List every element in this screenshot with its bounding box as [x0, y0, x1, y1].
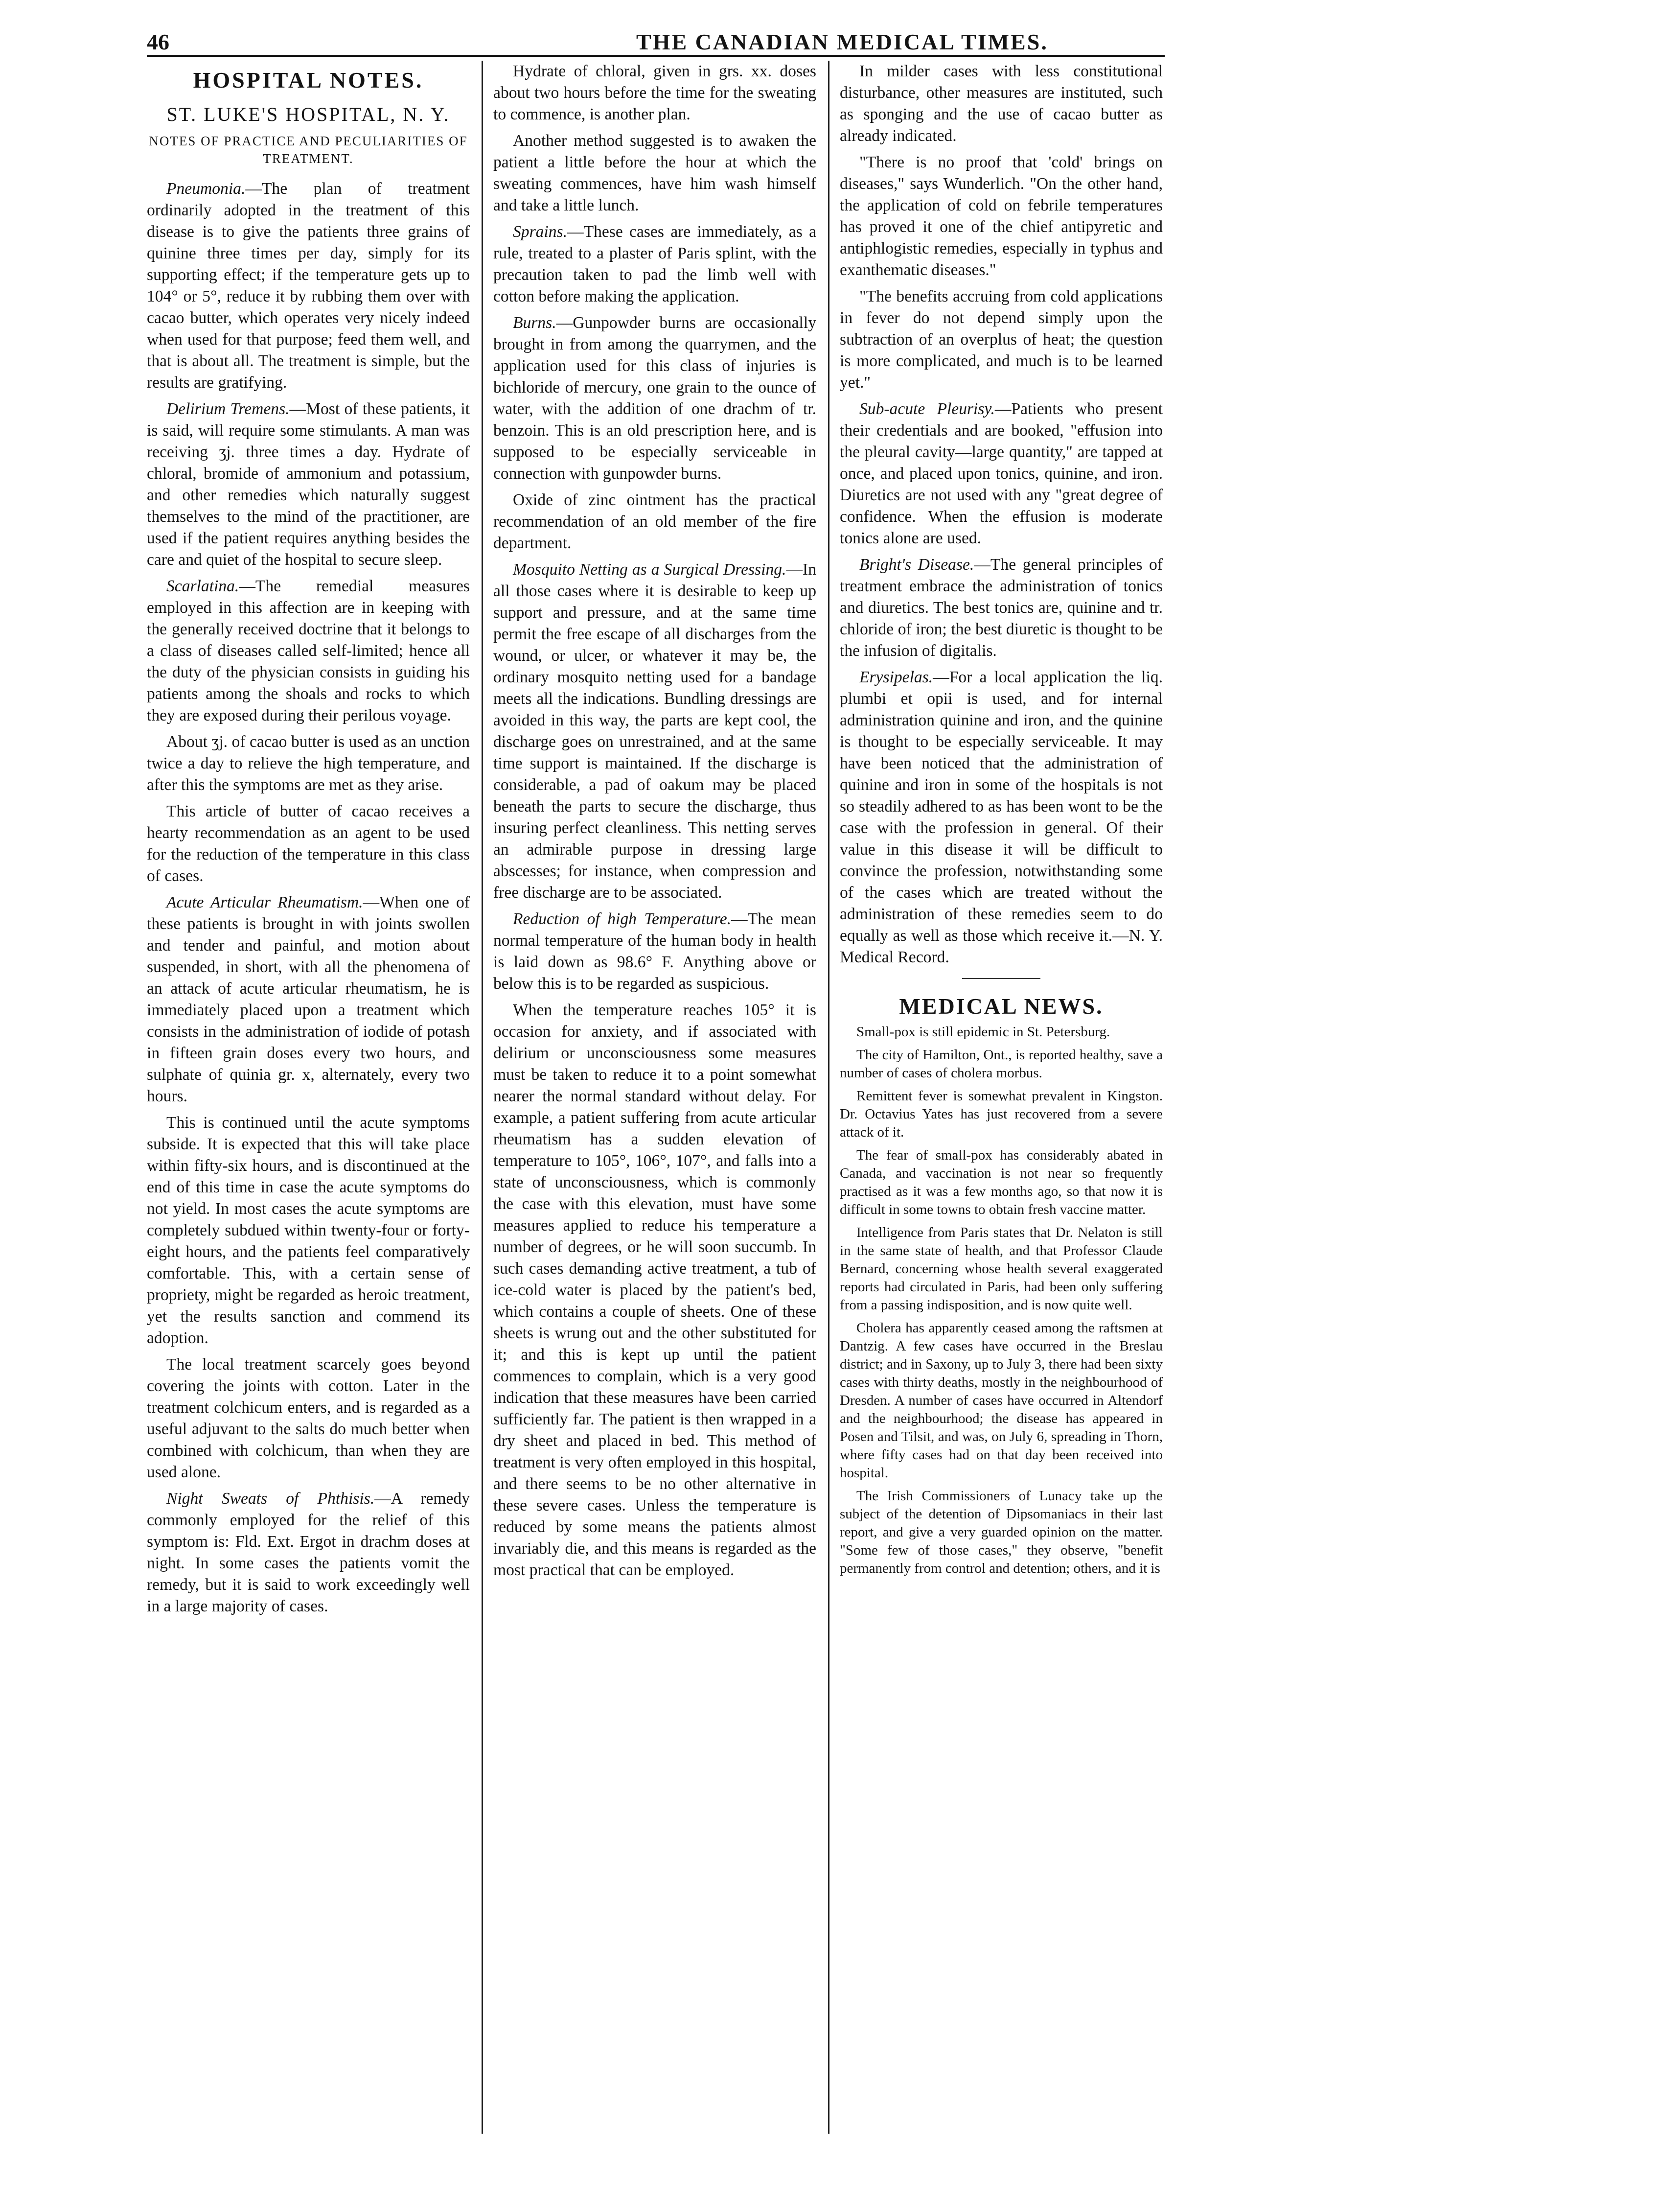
header-rule: [147, 55, 1165, 57]
column-1: [147, 61, 470, 2134]
paragraph-text: "The benefits accruing from cold applications in fever do not depend simply upon the subtraction of an overplus of heat; the question is more complicated, and much is to be learned yet.": [840, 287, 1163, 392]
paragraph-heading: Pneumonia.: [166, 180, 246, 198]
paragraph: [147, 178, 470, 394]
paragraph-text: —For a local application the liq. plumbi et opii is used, and for internal administration quinine and iron, and the quinine is thought to be especially serviceable. It may have been noticed that the administration of quinine and iron in some of the hospitals is not so steadily adhered to as has been wont to be the case with the profession in general. Of their value in this disease it will be difficult to convince the profession, notwithstanding some of the cases which are treated without the administration of these remedies seem to do equally as well as those which receive it.—N. Y. Medical Record.: [840, 668, 1163, 966]
paragraph: [493, 312, 816, 485]
paragraph-text: When the temperature reaches 105° it is occasion for anxiety, and if associated with delirium or unconsciousness some measures must be taken to reduce it to a point somewhat nearer the normal standard without delay. For example, a patient suffering from acute articular rheumatism has a sudden elevation of temperature to 105°, 106°, 107°, and falls into a state of unconsciousness, which is commonly the case with this elevation, must have some measures applied to reduce his temperature a number of degrees, or he will soon succumb. In such cases demanding active treatment, a tub of ice-cold water is placed by the patient's bed, which contains a couple of sheets. One of these sheets is wrung out and the other substituted for it; and this is kept up until the patient commences to complain, which is a very good indication that these measures have been carried sufficiently far. The patient is then wrapped in a dry sheet and placed in bed. This method of treatment is very often employed in this hospital, and there seems to be no other alternative in these severe cases. Unless the temperature is reduced by some means the patients almost invariably die, and this means is regarded as the most practical that can be employed.: [493, 1001, 816, 1579]
news-item: The fear of small-pox has considerably abated in Canada, and vaccination is not near so frequently practised as it was a few months ago, so that now it is difficult in some towns to obtain fresh vaccine matter.: [840, 1147, 1163, 1217]
paragraph-heading: Bright's Disease.: [859, 556, 974, 574]
section-title: HOSPITAL NOTES.: [193, 68, 424, 93]
paragraph-text: This is continued until the acute symptoms subside. It is expected that this will take place within fifty-six hours, and is discontinued at the end of this time in case the acute symptoms do not yield. In most cases the acute symptoms are completely subdued within twenty-four or forty-eight hours, and the patients feel comparatively comfortable. This, with a certain sense of propriety, might be regarded as heroic treatment, yet the results sanction and commend its adoption.: [147, 1114, 470, 1347]
news-item: The Irish Commissioners of Lunacy take up the subject of the detention of Dipsomaniacs in their last report, and give a very guarded opinion on the matter. "Some few of those cases," they observe, "benefit permanently from control and detention; others, and it is: [840, 1488, 1163, 1576]
hospital-name: ST. LUKE'S HOSPITAL, N. Y.: [166, 103, 450, 125]
paragraph-text: —The plan of treatment ordinarily adopted in the treatment of this disease is to give the patients three grains of quinine three times per day, simply for its supporting effect; if the temperature gets up to 104° or 5°, reduce it by rubbing them over with cacao butter, which operates very nicely indeed when used for that purpose; feed them well, and that is about all. The treatment is simple, but the results are gratifying.: [147, 180, 470, 392]
news-item: Remittent fever is somewhat prevalent in Kingston. Dr. Octavius Yates has just recovered from a severe attack of it.: [840, 1088, 1163, 1140]
paragraph-text: "There is no proof that 'cold' brings on diseases," says Wunderlich. "On the other hand, the application of cold on febrile temperatures has proved it one of the chief antipyretic and antiphlogistic remedies, especially in typhus and exanthematic diseases.": [840, 153, 1163, 279]
paragraph: [840, 667, 1163, 968]
paragraph: [147, 398, 470, 571]
paragraph: [147, 576, 470, 726]
page-number: 46: [147, 29, 169, 54]
paragraph: [147, 1488, 470, 1617]
paragraph: [840, 554, 1163, 662]
paragraph-text: —Gunpowder burns are occasionally brought in from among the quarrymen, and the application used for this class of injuries is bichloride of mercury, one grain to the ounce of water, with the addition of one drachm of tr. benzoin. This is an old prescription here, and is supposed to be especially serviceable in connection with gunpowder burns.: [493, 314, 816, 483]
paragraph: [493, 130, 816, 216]
column-divider: [482, 61, 483, 2134]
paragraph-text: —The general principles of treatment embrace the administration of tonics and diuretics. The best tonics are, quinine and tr. chloride of iron; the best diuretic is thought to be the infusion of digitalis.: [840, 556, 1163, 660]
paragraph-text: —Most of these patients, it is said, will require some stimulants. A man was receiving ʒj. three times a day. Hydrate of chloral, bromide of ammonium and potassium, and other remedies which naturally suggest themselves to the mind of the practitioner, are used if the patient requires anything besides the care and quiet of the hospital to secure sleep.: [147, 400, 470, 569]
paragraph: [493, 61, 816, 125]
paragraph: [147, 731, 470, 796]
paragraph-heading: Scarlatina.: [166, 577, 239, 595]
paragraph-heading: Erysipelas.: [859, 668, 933, 686]
news-title: MEDICAL NEWS.: [899, 994, 1104, 1019]
paragraph-text: —The remedial measures employed in this affection are in keeping with the generally received doctrine that it belongs to a class of diseases called self-limited; hence all the duty of the physician consists in guiding his patients among the shoals and rocks to which they are exposed during their perilous voyage.: [147, 577, 470, 724]
paragraph: [840, 152, 1163, 281]
section-divider: [962, 978, 1040, 979]
paragraph: [840, 398, 1163, 549]
paragraph-heading: Acute Articular Rheumatism.: [166, 893, 363, 911]
paragraph: [840, 286, 1163, 394]
paragraph-heading: Night Sweats of Phthisis.: [166, 1490, 375, 1508]
running-head: THE CANADIAN MEDICAL TIMES.: [636, 29, 1048, 54]
paragraph-text: —Patients who present their credentials and are booked, "effusion into the pleural cavity—large quantity," are tapped at once, and placed upon tonics, quinine, and iron. Diuretics are not used with any "great degree of confidence. When the effusion is moderate tonics alone are used.: [840, 400, 1163, 547]
paragraph: [493, 221, 816, 307]
paragraph: [493, 908, 816, 995]
news-item: Small-pox is still epidemic in St. Petersburg.: [856, 1024, 1110, 1040]
paragraph: [493, 1000, 816, 1581]
paragraph: [147, 801, 470, 887]
paragraph-text: About ʒj. of cacao butter is used as an unction twice a day to relieve the high temperature, and after this the symptoms are met as they arise.: [147, 733, 470, 794]
paragraph-text: —When one of these patients is brought in with joints swollen and tender and painful, and motion about suspended, in short, with all the phenomena of an attack of acute articular rheumatism, he is immediately placed upon a treatment which consists in the administration of iodide of potash in fifteen grain doses every two hours, and sulphate of quinia gr. x, alternately, every two hours.: [147, 893, 470, 1105]
news-item: Intelligence from Paris states that Dr. Nelaton is still in the same state of health, and that Professor Claude Bernard, concerning whose health several exaggerated reports had circulated in Paris, had been only suffering from a passing indisposition, and is now quite well.: [840, 1225, 1163, 1313]
paragraph: [493, 559, 816, 904]
paragraph-text: The local treatment scarcely goes beyond covering the joints with cotton. Later in the treatment colchicum enters, and is regarded as a useful adjuvant to the salts do much better when combined with colchicum, than when they are used alone.: [147, 1355, 470, 1481]
paragraph: [147, 1112, 470, 1349]
column-3: [840, 61, 1163, 2134]
paragraph-text: Hydrate of chloral, given in grs. xx. doses about two hours before the time for the sweating to commence, is another plan.: [493, 62, 816, 123]
paragraph-heading: Sprains.: [513, 223, 568, 241]
paragraph: [493, 489, 816, 554]
news-list: [840, 1023, 1163, 1578]
paragraph-text: —A remedy commonly employed for the relief of this symptom is: Fld. Ext. Ergot in drachm doses at night. In some cases the patients vomit the remedy, but it is said to work exceedingly well in a large majority of cases.: [147, 1490, 470, 1615]
news-item: The city of Hamilton, Ont., is reported healthy, save a number of cases of cholera morbus.: [840, 1047, 1163, 1081]
paragraph-heading: Mosquito Netting as a Surgical Dressing.: [513, 560, 786, 579]
paragraph-text: Oxide of zinc ointment has the practical recommendation of an old member of the fire department.: [493, 491, 816, 552]
paragraph-text: Another method suggested is to awaken the patient a little before the hour at which the sweating commences, have him wash himself and take a little lunch.: [493, 132, 816, 214]
paragraph-text: This article of butter of cacao receives a hearty recommendation as an agent to be used for the reduction of the temperature in this class of cases.: [147, 802, 470, 885]
paragraph-heading: Sub-acute Pleurisy.: [859, 400, 995, 418]
paragraph-heading: Burns.: [513, 314, 556, 332]
paragraph: [147, 892, 470, 1107]
paragraph: [147, 1354, 470, 1483]
paragraph-text: —The mean normal temperature of the human body in health is laid down as 98.6° F. Anything above or below this is to be regarded as suspicious.: [493, 910, 816, 993]
paragraph-text: —In all those cases where it is desirable to keep up support and pressure, and at the same time permit the free escape of all discharges from the wound, or ulcer, or whatever it may be, the ordinary mosquito netting used for a bandage meets all the indications. Bundling dressings are avoided in this way, the parts are kept cool, the discharge goes on unrestrained, and at the same time support is maintained. If the discharge is considerable, a pad of oakum may be placed beneath the parts to secure the discharge, thus insuring perfect cleanliness. This netting serves an admirable purpose in dressing large abscesses; for instance, when compression and free discharge are to be associated.: [493, 560, 816, 902]
news-item: Cholera has apparently ceased among the raftsmen at Dantzig. A few cases have occurred in the Breslau district; and in Saxony, up to July 3, there had been sixty cases with thirty deaths, mostly in the neighbourhood of Dresden. A number of cases have occurred in Altendorf and the neighbourhood; the disease has appeared in Posen and Tilsit, and was, on July 6, spreading in Thorn, where fifty cases had on that day been received into hospital.: [840, 1320, 1163, 1481]
page-header: [147, 30, 1165, 54]
section-caption: NOTES OF PRACTICE AND PECULIARITIES OF TREATMENT.: [149, 134, 468, 166]
paragraph-heading: Reduction of high Temperature.: [513, 910, 731, 928]
paragraph: [840, 61, 1163, 147]
paragraph-text: In milder cases with less constitutional disturbance, other measures are instituted, such as sponging and the use of cacao butter as already indicated.: [840, 62, 1163, 145]
column-2: [493, 61, 816, 2134]
paragraph-text: —These cases are immediately, as a rule, treated to a plaster of Paris splint, with the precaution taken to pad the limb well with cotton before making the application.: [493, 223, 816, 305]
paragraph-heading: Delirium Tremens.: [166, 400, 290, 418]
column-divider: [828, 61, 829, 2134]
